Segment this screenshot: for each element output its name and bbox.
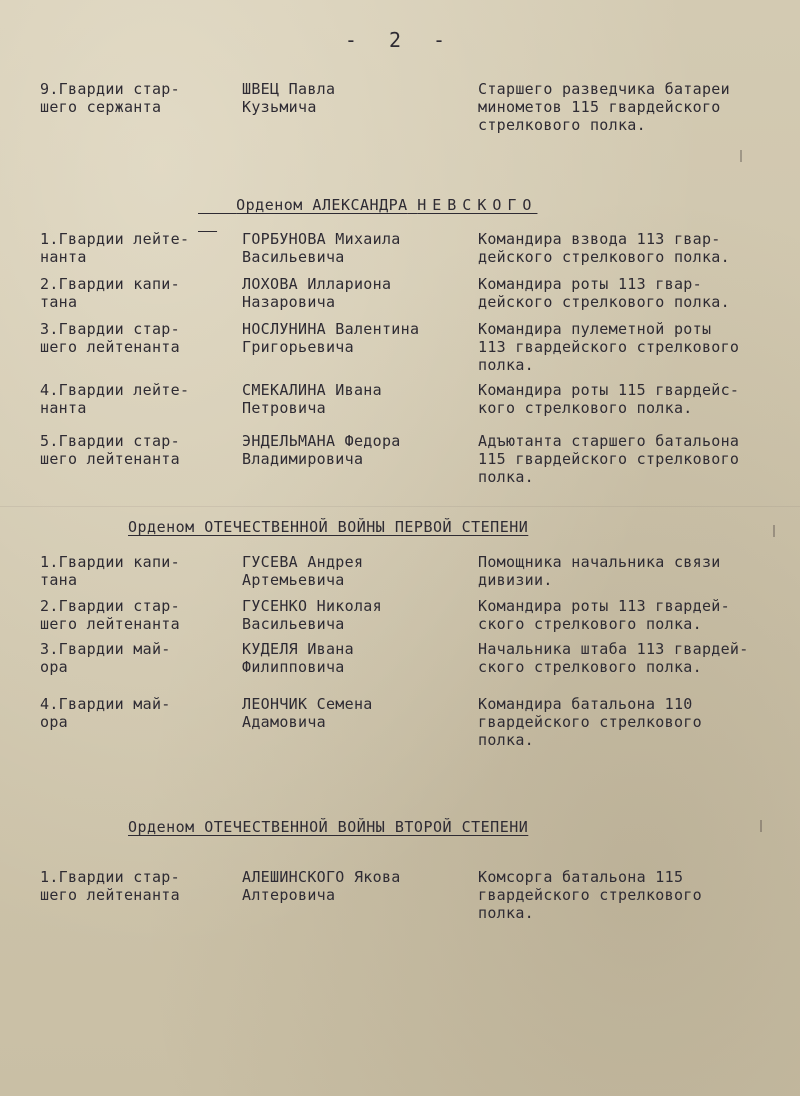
position-text: Командира роты 113 гвар- дейского стрелкового полка. <box>478 275 730 311</box>
name-text: ГОРБУНОВА Михаила Васильевича <box>242 230 401 266</box>
position-text: Командира пулеметной роты 113 гвардейского стрелкового полка. <box>478 320 740 374</box>
position-text: Помощника начальника связи дивизии. <box>478 553 721 589</box>
position-text: Старшего разведчика батареи минометов 115 гвардейского стрелкового полка. <box>478 80 730 134</box>
name-text: ШВЕЦ Павла Кузьмича <box>242 80 336 116</box>
name-text: ГУСЕВА Андрея Артемьевича <box>242 553 364 589</box>
name-text: КУДЕЛЯ Ивана Филипповича <box>242 640 354 676</box>
position-text: Командира роты 113 гвардей- ского стрелкового полка. <box>478 597 730 633</box>
margin-mark <box>773 525 775 537</box>
name-text: АЛЕШИНСКОГО Якова Алтеровича <box>242 868 401 904</box>
heading-text: Орденом АЛЕКСАНДРА <box>236 196 408 214</box>
margin-mark <box>740 150 742 162</box>
name-text: ЛОХОВА Иллариона Назаровича <box>242 275 392 311</box>
rank-text: 3.Гвардии стар- шего лейтенанта <box>40 320 180 356</box>
margin-mark <box>760 820 762 832</box>
section-heading: Орденом ОТЕЧЕСТВЕННОЙ ВОЙНЫ ВТОРОЙ СТЕПЕНИ <box>128 818 529 836</box>
name-text: ГУСЕНКО Николая Васильевича <box>242 597 382 633</box>
rank-text: 2.Гвардии стар- шего лейтенанта <box>40 597 180 633</box>
rank-text: 1.Гвардии капи- тана <box>40 553 180 589</box>
section-heading <box>198 178 537 232</box>
section-heading: Орденом ОТЕЧЕСТВЕННОЙ ВОЙНЫ ПЕРВОЙ СТЕПЕНИ <box>128 518 529 536</box>
rank-text: 3.Гвардии май- ора <box>40 640 171 676</box>
position-text: Начальника штаба 113 гвардей- ского стрелкового полка. <box>478 640 749 676</box>
name-text: НОСЛУНИНА Валентина Григорьевича <box>242 320 420 356</box>
rank-text: 5.Гвардии стар- шего лейтенанта <box>40 432 180 468</box>
heading-text-spaced: НЕВСКОГО <box>417 196 538 214</box>
rank-text: 4.Гвардии май- ора <box>40 695 171 731</box>
name-text: ЭНДЕЛЬМАНА Федора Владимировича <box>242 432 401 468</box>
position-text: Командира взвода 113 гвар- дейского стрелкового полка. <box>478 230 730 266</box>
rank-text: 1.Гвардии лейте- нанта <box>40 230 190 266</box>
rank-text: 2.Гвардии капи- тана <box>40 275 180 311</box>
position-text: Комсорга батальона 115 гвардейского стрелкового полка. <box>478 868 702 922</box>
name-text: СМЕКАЛИНА Ивана Петровича <box>242 381 382 417</box>
position-text: Командира роты 115 гвардейс- кого стрелкового полка. <box>478 381 740 417</box>
position-text: Адъютанта старшего батальона 115 гвардейского стрелкового полка. <box>478 432 740 486</box>
rank-text: 1.Гвардии стар- шего лейтенанта <box>40 868 180 904</box>
rank-text: 4.Гвардии лейте- нанта <box>40 381 190 417</box>
paper-crease <box>0 506 800 507</box>
rank-text: 9.Гвардии стар- шего сержанта <box>40 80 180 116</box>
name-text: ЛЕОНЧИК Семена Адамовича <box>242 695 373 731</box>
position-text: Командира батальона 110 гвардейского стрелкового полка. <box>478 695 702 749</box>
page-number: - 2 - <box>344 28 456 52</box>
